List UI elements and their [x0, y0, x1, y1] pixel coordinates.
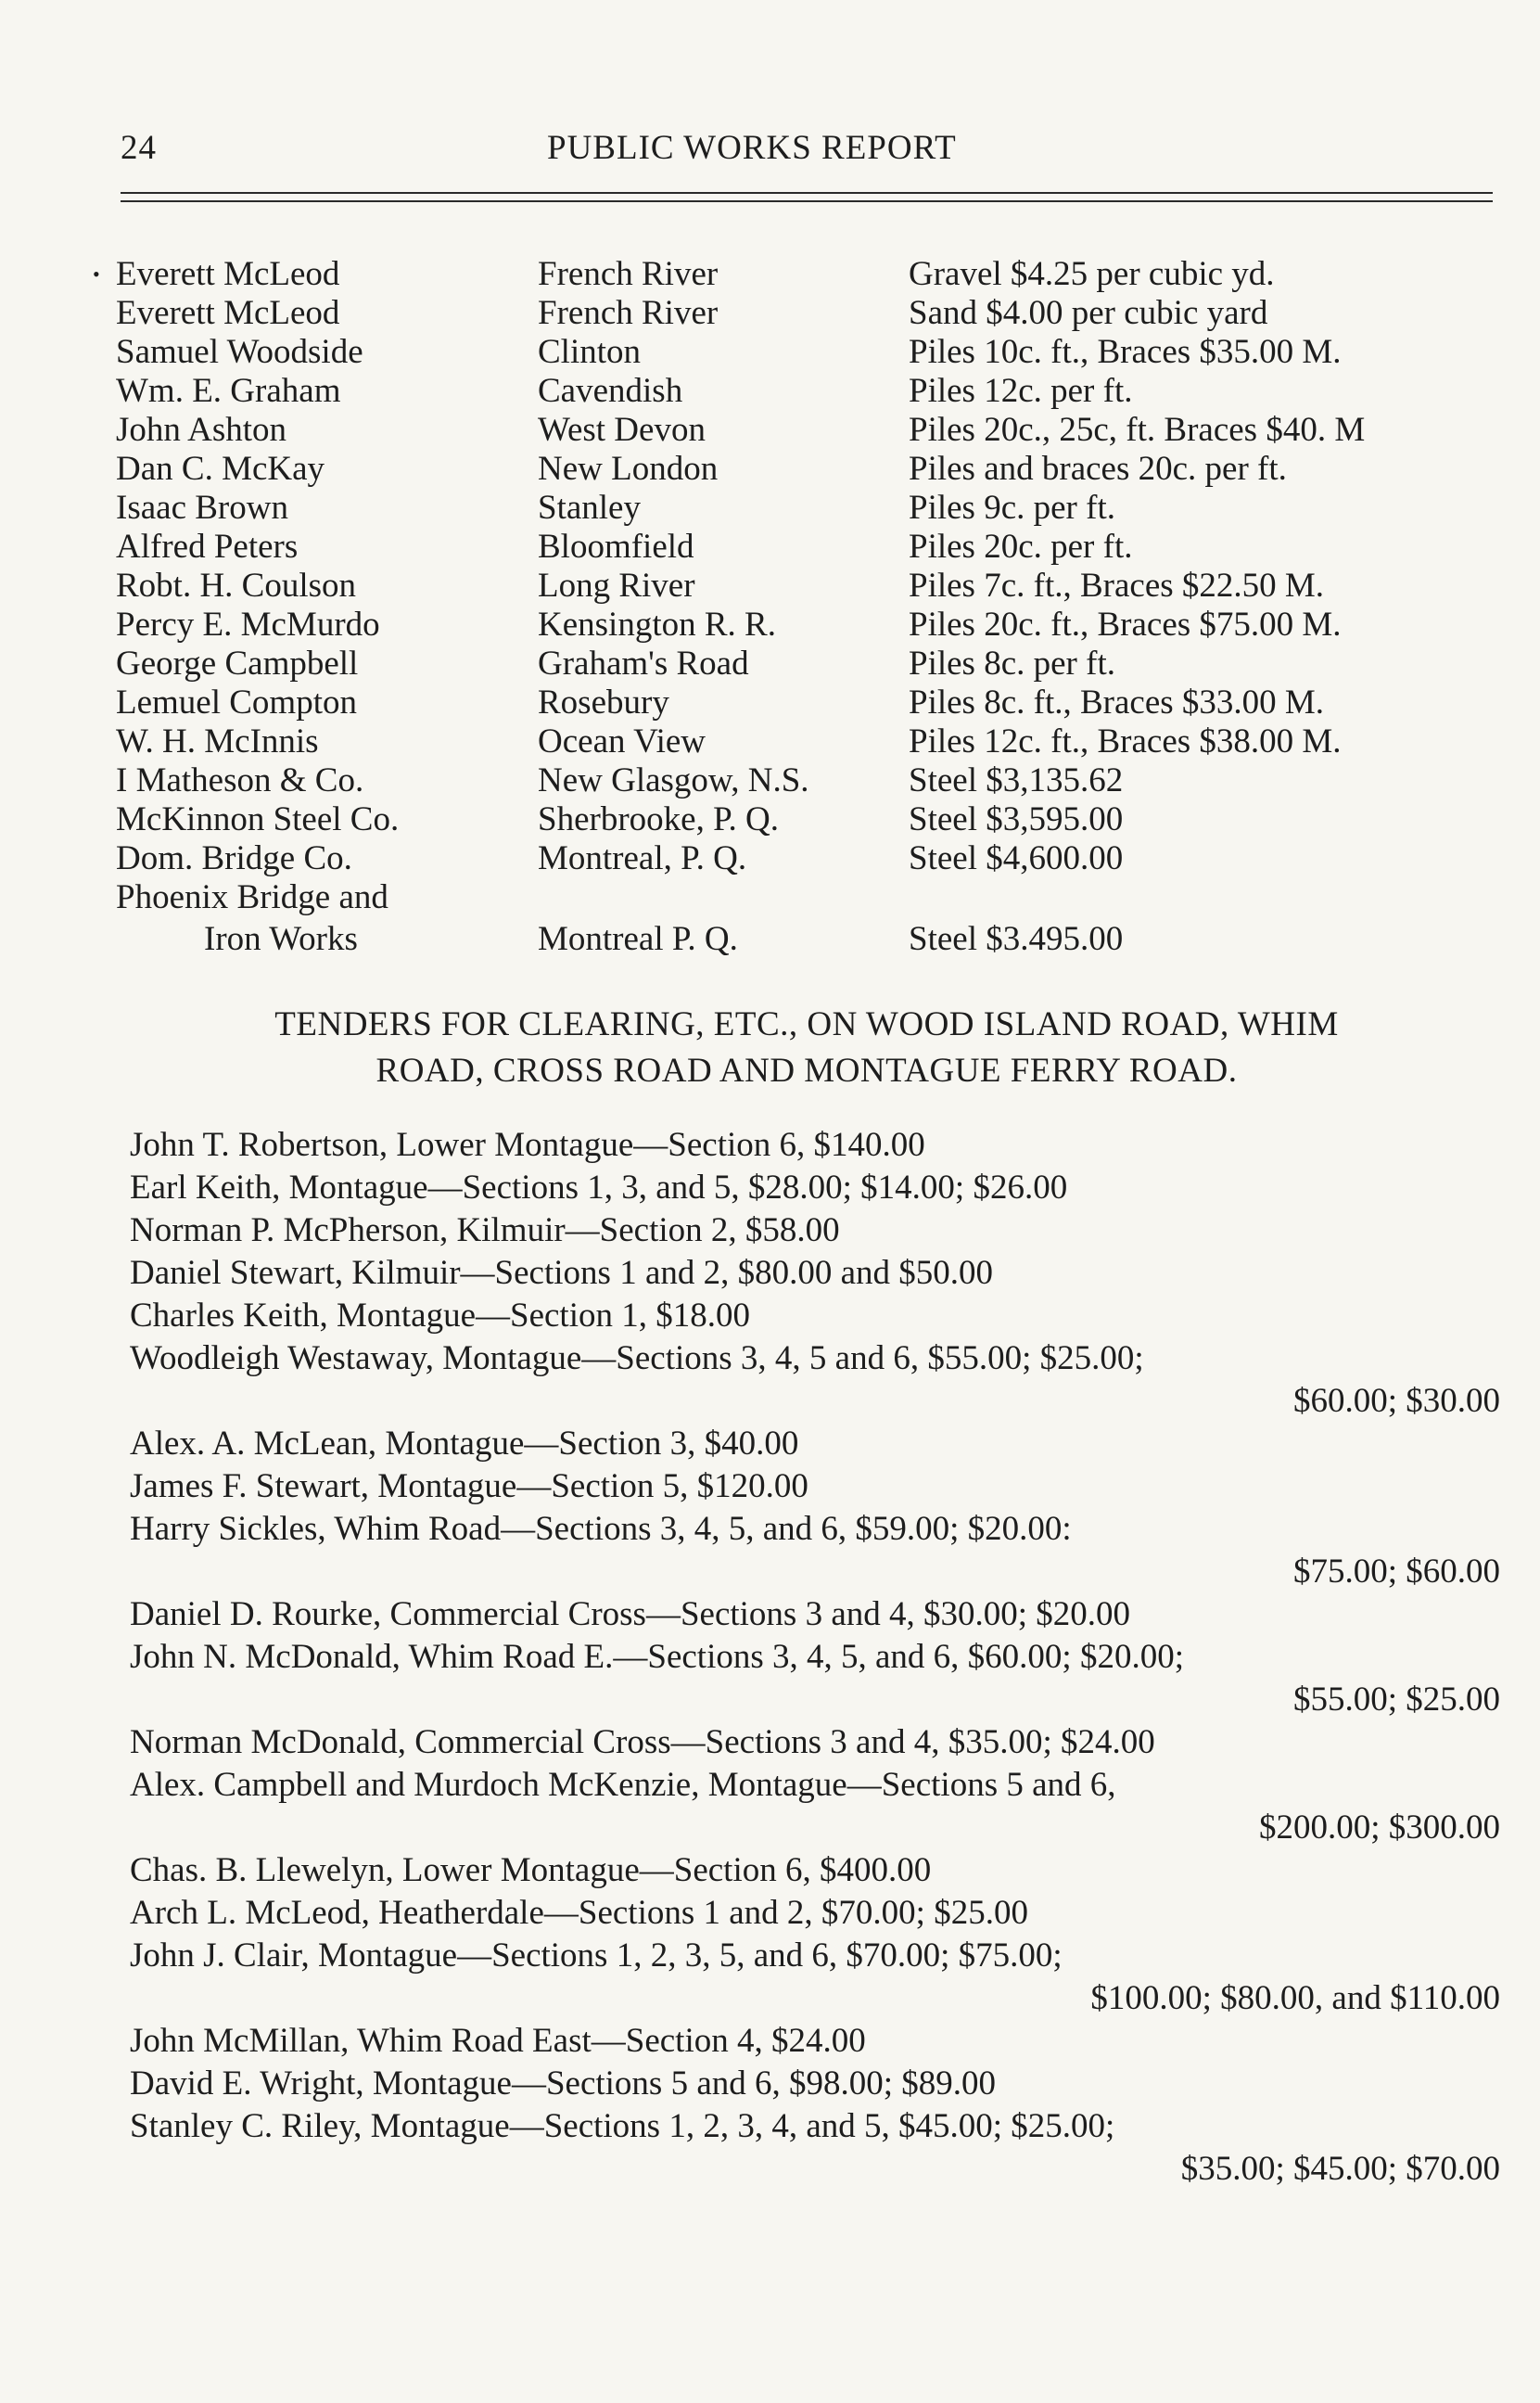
list-item: [130, 2105, 1502, 2191]
entry-text: Stanley C. Riley, Montague—Sections 1, 2, 3, 4, and 5, $45.00; $25.00;: [130, 2107, 1115, 2145]
entry-text: John T. Robertson, Lower Montague—Section 6, $140.00: [130, 1126, 925, 1164]
entry-text: Woodleigh Westaway, Montague—Sections 3, 4, 5 and 6, $55.00; $25.00;: [130, 1339, 1144, 1377]
tender-place: Bloomfield: [538, 528, 694, 566]
entry-text: Chas. B. Llewelyn, Lower Montague—Section 6, $400.00: [130, 1851, 932, 1889]
entry-text: Norman McDonald, Commercial Cross—Sections 3 and 4, $35.00; $24.00: [130, 1723, 1155, 1761]
list-item: [130, 1764, 1502, 1849]
tender-name: Everett McLeod: [116, 255, 340, 293]
list-item: [130, 1252, 1502, 1295]
tender-name: McKinnon Steel Co.: [116, 800, 400, 838]
tender-price: Piles 20c. per ft.: [909, 528, 1133, 566]
tender-place: West Devon: [538, 411, 706, 449]
list-item: [130, 1124, 1502, 1167]
tender-place: Clinton: [538, 333, 642, 371]
header-rule: [121, 192, 1493, 194]
tender-place: Long River: [538, 567, 695, 605]
tender-price: Piles 20c., 25c, ft. Braces $40. M: [909, 411, 1366, 449]
tender-price: Steel $3.495.00: [909, 920, 1124, 958]
tender-name: W. H. McInnis: [116, 722, 319, 761]
tender-place: Montreal P. Q.: [538, 920, 738, 958]
tender-name: Alfred Peters: [116, 528, 299, 566]
entry-text: John J. Clair, Montague—Sections 1, 2, 3, 5, and 6, $70.00; $75.00;: [130, 1936, 1063, 1975]
entry-text: Alex. Campbell and Murdoch McKenzie, Montague—Sections 5 and 6,: [130, 1766, 1116, 1804]
tender-name: I Matheson & Co.: [116, 761, 364, 799]
tender-place: Cavendish: [538, 372, 683, 410]
tender-price: Gravel $4.25 per cubic yd.: [909, 255, 1275, 293]
tender-place: French River: [538, 294, 719, 332]
header-rule-double: [121, 200, 1493, 202]
tender-name: Phoenix Bridge and: [116, 878, 388, 916]
tender-place: Ocean View: [538, 722, 706, 761]
tender-price: Sand $4.00 per cubic yard: [909, 294, 1268, 332]
tender-place: Montreal, P. Q.: [538, 839, 747, 877]
entry-continuation: $200.00; $300.00: [1258, 1809, 1500, 1847]
page-number: 24: [121, 129, 157, 167]
entry-text: Daniel D. Rourke, Commercial Cross—Sections 3 and 4, $30.00; $20.00: [130, 1595, 1131, 1633]
page-header: [121, 128, 1493, 174]
running-title: PUBLIC WORKS REPORT: [547, 129, 957, 167]
tender-name: Iron Works: [204, 920, 358, 958]
tender-price: Steel $3,595.00: [909, 800, 1124, 838]
tender-name: Lemuel Compton: [116, 684, 357, 722]
tender-name: Percy E. McMurdo: [116, 606, 380, 644]
entry-text: Alex. A. McLean, Montague—Section 3, $40.00: [130, 1425, 799, 1463]
tender-price: Piles and braces 20c. per ft.: [909, 450, 1287, 488]
entry-text: Harry Sickles, Whim Road—Sections 3, 4, 5, and 6, $59.00; $20.00:: [130, 1510, 1072, 1548]
list-item: [130, 1508, 1502, 1593]
tender-name: John Ashton: [116, 411, 287, 449]
entry-text: Daniel Stewart, Kilmuir—Sections 1 and 2, $80.00 and $50.00: [130, 1254, 994, 1292]
entry-continuation: $60.00; $30.00: [1292, 1382, 1500, 1420]
tender-name: Dom. Bridge Co.: [116, 839, 352, 877]
tender-price: Steel $3,135.62: [909, 761, 1124, 799]
section-heading: [111, 1002, 1502, 1094]
entry-text: Earl Keith, Montague—Sections 1, 3, and 5, $28.00; $14.00; $26.00: [130, 1169, 1068, 1207]
tender-name: Isaac Brown: [116, 489, 288, 527]
entry-continuation: $75.00; $60.00: [1292, 1553, 1500, 1591]
list-item: [130, 1721, 1502, 1764]
list-item: [130, 1423, 1502, 1465]
entry-text: Norman P. McPherson, Kilmuir—Section 2, $58.00: [130, 1211, 840, 1249]
tender-name: Wm. E. Graham: [116, 372, 341, 410]
entry-text: James F. Stewart, Montague—Section 5, $120.00: [130, 1467, 808, 1505]
entry-text: Arch L. McLeod, Heatherdale—Sections 1 and 2, $70.00; $25.00: [130, 1894, 1028, 1932]
list-item: [130, 1935, 1502, 2020]
tender-price: Piles 10c. ft., Braces $35.00 M.: [909, 333, 1342, 371]
tender-price: Piles 8c. per ft.: [909, 645, 1115, 683]
margin-mark: •: [93, 262, 100, 286]
list-item: [130, 1892, 1502, 1935]
list-item: [130, 1167, 1502, 1209]
tender-price: Piles 12c. per ft.: [909, 372, 1133, 410]
tender-price: Piles 9c. per ft.: [909, 489, 1115, 527]
tender-name: Samuel Woodside: [116, 333, 363, 371]
tender-place: Kensington R. R.: [538, 606, 776, 644]
tender-place: Sherbrooke, P. Q.: [538, 800, 780, 838]
tender-price: Piles 8c. ft., Braces $33.00 M.: [909, 684, 1325, 722]
list-item: [130, 2063, 1502, 2105]
section-heading-line-2: ROAD, CROSS ROAD AND MONTAGUE FERRY ROAD.: [375, 1052, 1238, 1090]
tender-price: Piles 7c. ft., Braces $22.50 M.: [909, 567, 1325, 605]
entry-continuation: $35.00; $45.00; $70.00: [1180, 2150, 1500, 2188]
list-item: [130, 1465, 1502, 1508]
tender-name: Robt. H. Coulson: [116, 567, 357, 605]
tender-place: Stanley: [538, 489, 641, 527]
tender-price: Steel $4,600.00: [909, 839, 1124, 877]
list-item: [130, 1209, 1502, 1252]
tender-place: New London: [538, 450, 719, 488]
entry-continuation: $100.00; $80.00, and $110.00: [1090, 1979, 1500, 2017]
tender-name: Dan C. McKay: [116, 450, 325, 488]
entry-text: John N. McDonald, Whim Road E.—Sections 3, 4, 5, and 6, $60.00; $20.00;: [130, 1638, 1184, 1676]
list-item: [130, 1337, 1502, 1423]
tender-place: Graham's Road: [538, 645, 749, 683]
list-item: [130, 1593, 1502, 1636]
list-item: [130, 1636, 1502, 1721]
tender-price: Piles 12c. ft., Braces $38.00 M.: [909, 722, 1342, 761]
entry-text: David E. Wright, Montague—Sections 5 and 6, $98.00; $89.00: [130, 2064, 997, 2103]
section-heading-line-1: TENDERS FOR CLEARING, ETC., ON WOOD ISLAND ROAD, WHIM: [274, 1005, 1339, 1043]
entry-text: John McMillan, Whim Road East—Section 4, $24.00: [130, 2022, 866, 2060]
tender-place: French River: [538, 255, 719, 293]
tender-name: Everett McLeod: [116, 294, 340, 332]
entry-text: Charles Keith, Montague—Section 1, $18.00: [130, 1297, 750, 1335]
tender-place: Rosebury: [538, 684, 669, 722]
list-item: [130, 1295, 1502, 1337]
tender-place: New Glasgow, N.S.: [538, 761, 809, 799]
entry-continuation: $55.00; $25.00: [1292, 1681, 1500, 1719]
tender-price: Piles 20c. ft., Braces $75.00 M.: [909, 606, 1342, 644]
list-item: [130, 2020, 1502, 2063]
list-item: [130, 1849, 1502, 1892]
tender-name: George Campbell: [116, 645, 359, 683]
